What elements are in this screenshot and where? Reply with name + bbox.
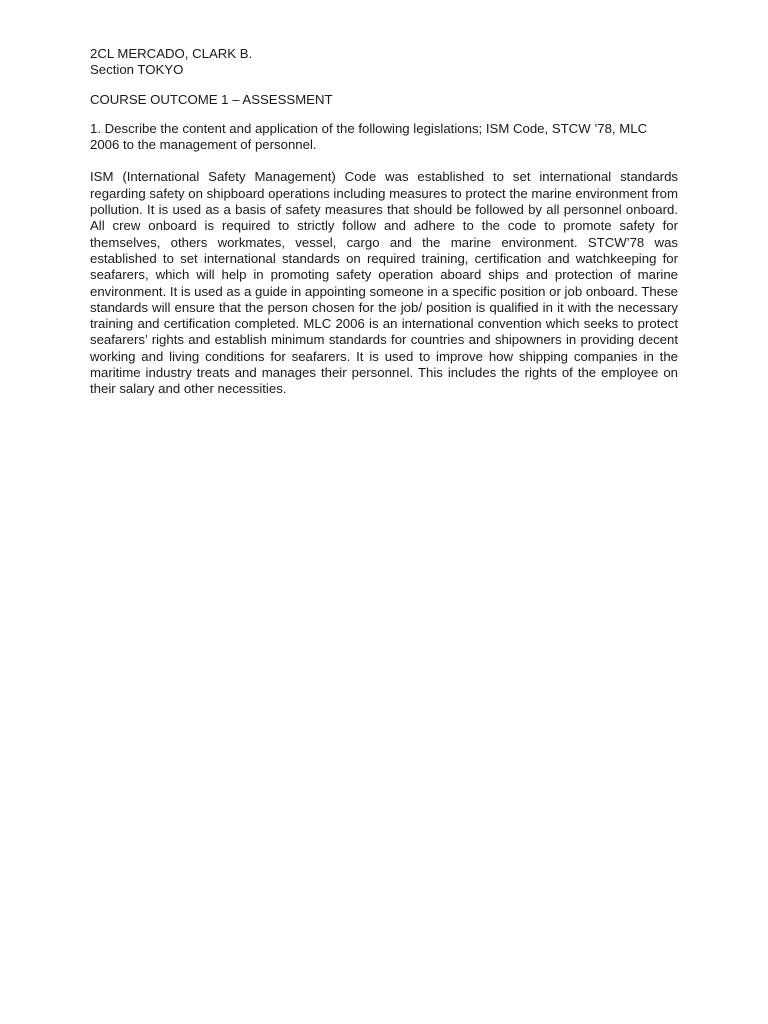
answer-paragraph: ISM (International Safety Management) Code was established to set international standards regarding safety on shipboard operations including measures to protect the marine environment from pollution. It is used as a basis of safety measures that should be followed by all personnel onboard. All crew onboard is required to strictly follow and adhere to the code to promote safety for themselves, others workmates, vessel, cargo and the marine environment. STCW’78 was established to set international standards on required training, certification and watchkeeping for seafarers, which will help in promoting safety operation aboard ships and protection of marine environment. It is used as a guide in appointing someone in a specific position or job onboard. These standards will ensure that the person chosen for the job/ position is qualified in it with the necessary training and certification completed. MLC 2006 is an international convention which seeks to protect seafarers’ rights and establish minimum standards for countries and shipowners in providing decent working and living conditions for seafarers. It is used to improve how shipping companies in the maritime industry treats and manages their personnel. This includes the rights of the employee on their salary and other necessities. bbox=[90, 169, 678, 397]
student-header bbox=[90, 46, 678, 79]
document-body bbox=[90, 46, 678, 398]
spacer bbox=[90, 153, 678, 169]
section-label: Section TOKYO bbox=[90, 62, 184, 78]
spacer bbox=[90, 79, 678, 92]
assessment-title: COURSE OUTCOME 1 – ASSESSMENT bbox=[90, 91, 333, 107]
spacer bbox=[90, 108, 678, 121]
student-name: 2CL MERCADO, CLARK B. bbox=[90, 46, 253, 61]
question-text: 1. Describe the content and application of the following legislations; ISM Code, STCW ’78, MLC 2006 to the management of personnel. bbox=[90, 120, 648, 153]
